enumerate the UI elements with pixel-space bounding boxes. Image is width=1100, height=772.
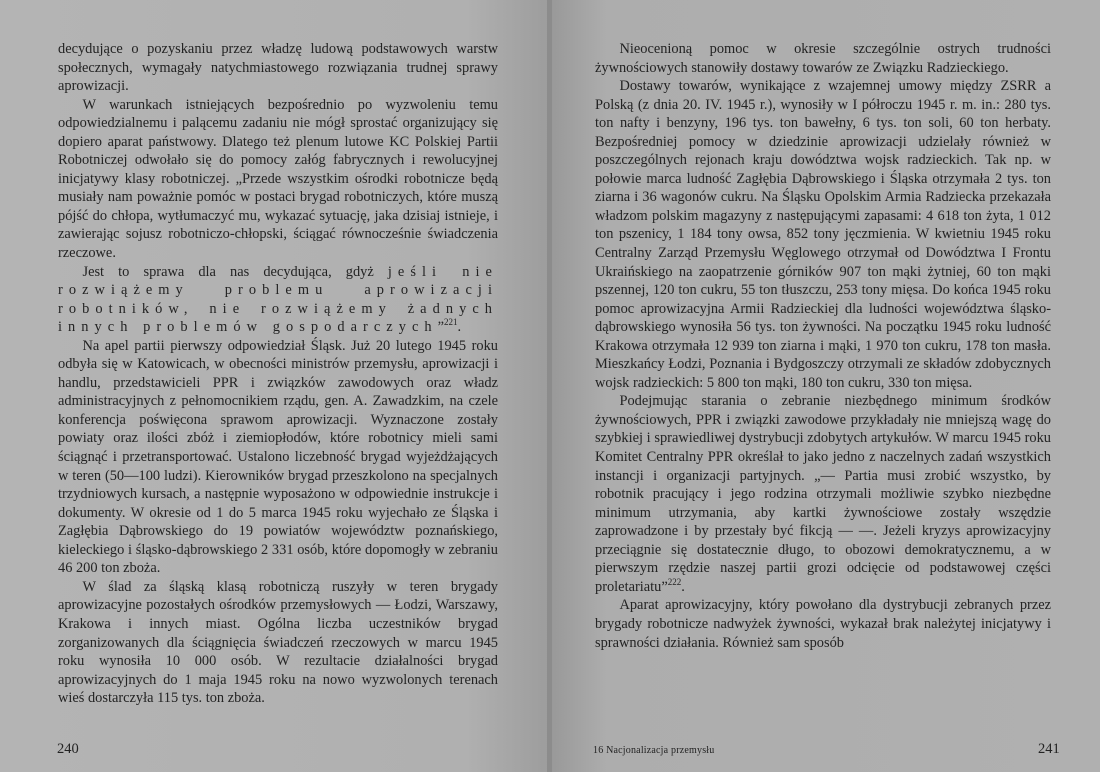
paragraph: Na apel partii pierwszy odpowiedział Śląsk. Już 20 lutego 1945 roku odbyła się w Katowicach, w obecności ministrów przemysłu, aprowizacji i handlu, przedstawicieli PPR i związków zawodowych oraz władz administracyjnych z pełnomocnikiem rządu, gen. A. Zawadzkim, na czele konferencja poświęcona sprawom aprowizacji. Wyznaczone zostały powiaty oraz ilości zbóż i ziemiopłodów, które robotnicy mieli sami ściągnąć i przetransportować. Ustalono liczebność brygad wyjeżdżających w teren (50—100 ludzi). Kierowników brygad przeszkolono na specjalnych trzydniowych kursach, a następnie wyposażono w odpowiednie instrukcje i dokumenty. W okresie od 1 do 5 marca 1945 roku wyjechało ze Śląska i Zagłębia Dąbrowskiego do 19 powiatów województw poznańskiego, kieleckiego i śląsko-dąbrowskiego 2 331 osób, które dopomogły w zebraniu 46 200 ton zboża. bbox=[58, 337, 498, 577]
paragraph: Aparat aprowizacyjny, który powołano dla dystrybucji zebranych przez brygady robotnicze nadwyżek żywności, wykazał brak należytej inicjatywy i sprawności działania. Również sam sposób bbox=[595, 597, 1051, 651]
printer-signature: 16 Nacjonalizacja przemysłu bbox=[593, 745, 715, 756]
sentence-end: . bbox=[457, 319, 462, 336]
paragraph bbox=[595, 392, 1051, 596]
quote-text: Jest to sprawa dla nas decydująca, gdyż bbox=[82, 263, 388, 280]
footnote-ref: 222 bbox=[667, 577, 682, 588]
paragraph: Nieocenioną pomoc w okresie szczególnie ostrych trudności żywnościowych stanowiły dostawy towarów ze Związku Radzieckiego. bbox=[595, 41, 1051, 76]
paragraph-text: Podejmując starania o zebranie niezbędnego minimum środków żywnościowych, PPR i związki zawodowe przykładały nie mniejszą wagę do szybkiej i sprawiedliwej dystrybucji zdobytych artykułów. W marcu 1945 roku Komitet Centralny PPR określał to jako jedno z naczelnych zadań wszystkich instancji i organizacji partyjnych. „— Partia musi zrobić wszystko, by robotnik pracujący i jego rodzina otrzymali możliwie szybko niezbędne minimum utrzymania, aby kartki żywnościowe zostały wszędzie zaprowadzone i by przestały być fikcją — —. Jeżeli kryzys aprowizacyjny przeciągnie się dostatecznie długo, to obozowi demokratycznemu, a w pierwszym rzędzie naszej partii grozi odcięcie od podstawowej części proletariatu” bbox=[595, 393, 1051, 595]
left-page bbox=[0, 0, 548, 772]
left-page-text bbox=[58, 40, 498, 708]
page-number: 241 bbox=[1038, 741, 1060, 757]
paragraph: Dostawy towarów, wynikające z wzajemnej umowy między ZSRR a Polską (z dnia 20. IV. 1945 r.), wynosiły w I półroczu 1945 r. m. in.: 280 tys. ton nafty i benzyny, 196 tys. ton bawełny, 6 tys. ton soli, 60 ton herbaty. Bezpośredniej pomocy w dziedzinie aprowizacji udzielały również w poszczególnych rejonach kraju dowództwa wojsk radzieckich. Tak np. w połowie marca ludność Zagłębia Dąbrowskiego i Śląska otrzymała 2 tys. ton ziarna i 36 wagonów cukru. Na Śląsku Opolskim Armia Radziecka przekazała władzom polskim magazyny z następującymi zapasami: 4 618 ton żyta, 1 012 ton pszenicy, 1 184 tony owsa, 852 tony jęczmienia. W kwietniu 1945 roku Centralny Zarząd Przemysłu Węglowego otrzymał od Dowództwa I Frontu Ukraińskiego na zaopatrzenie górników 907 ton mąki żytniej, 60 ton mąki pszennej, 120 ton cukru, 55 ton tłuszczu, 253 tony mięsa. Do końca 1945 roku pomoc aprowizacyjna Armii Radzieckiej dla ludności województwa śląsko-dąbrowskiego wynosiła 56 tys. ton żywności. Na początku 1945 roku ludność Krakowa otrzymała 12 939 ton ziarna i mąki, 1 970 ton cukru, 178 ton masła. Mieszkańcy Łodzi, Poznania i Bydgoszczy otrzymali ze składów zdobycznych wojsk radzieckich: 5 800 ton mąki, 180 ton cukru, 330 ton mięsa. bbox=[595, 78, 1051, 391]
paragraph: W warunkach istniejących bezpośrednio po wyzwoleniu temu odpowiedzialnemu i palącemu zadaniu nie mógł sprostać organizujący się dopiero aparat państwowy. Dlatego też plenum lutowe KC Polskiej Partii Robotniczej odwołało się do pomocy załóg fabrycznych i rewolucyjnej inicjatywy klasy robotniczej. „Przede wszystkim ośrodki robotnicze będą musiały nam poważnie pomóc w postaci brygad robotniczych, które muszą pójść do chłopa, wytłumaczyć mu, wykazać sytuację, jaka dzisiaj istnieje, i zawierając sojusz robotniczo-chłopski, ściągać równocześnie świadczenia rzeczowe. bbox=[58, 96, 498, 262]
paragraph bbox=[58, 263, 498, 337]
right-page bbox=[552, 0, 1100, 772]
quote-close: ” bbox=[437, 319, 445, 336]
paragraph: W ślad za śląską klasą robotniczą ruszyły w teren brygady aprowizacyjne pozostałych ośrodków przemysłowych — Łodzi, Warszawy, Krakowa i innych miast. Ogólna liczba uczestników brygad zorganizowanych dla ściągnięcia świadczeń rzeczowych w marcu 1945 roku wynosiła 10 000 osób. W rezultacie działalności brygad aprowizacyjnych do 1 maja 1945 roku na nowo wyzwolonych terenach wieś dostarczyła 115 tys. ton zboża. bbox=[58, 578, 498, 707]
right-page-text bbox=[595, 40, 1051, 652]
paragraph: decydujące o pozyskaniu przez władzę ludową podstawowych warstw społecznych, wymagały natychmiastowego rozwiązania trudnej sprawy aprowizacji. bbox=[58, 41, 498, 95]
sentence-end: . bbox=[681, 578, 685, 595]
page-number: 240 bbox=[57, 741, 79, 757]
footnote-ref: 221 bbox=[444, 317, 458, 328]
spaced-emphasis: jeśli nie rozwiążemy problemu aprowizacji robotników, nie rozwiążemy żadnych innych problemów gospodarczych bbox=[58, 263, 498, 336]
